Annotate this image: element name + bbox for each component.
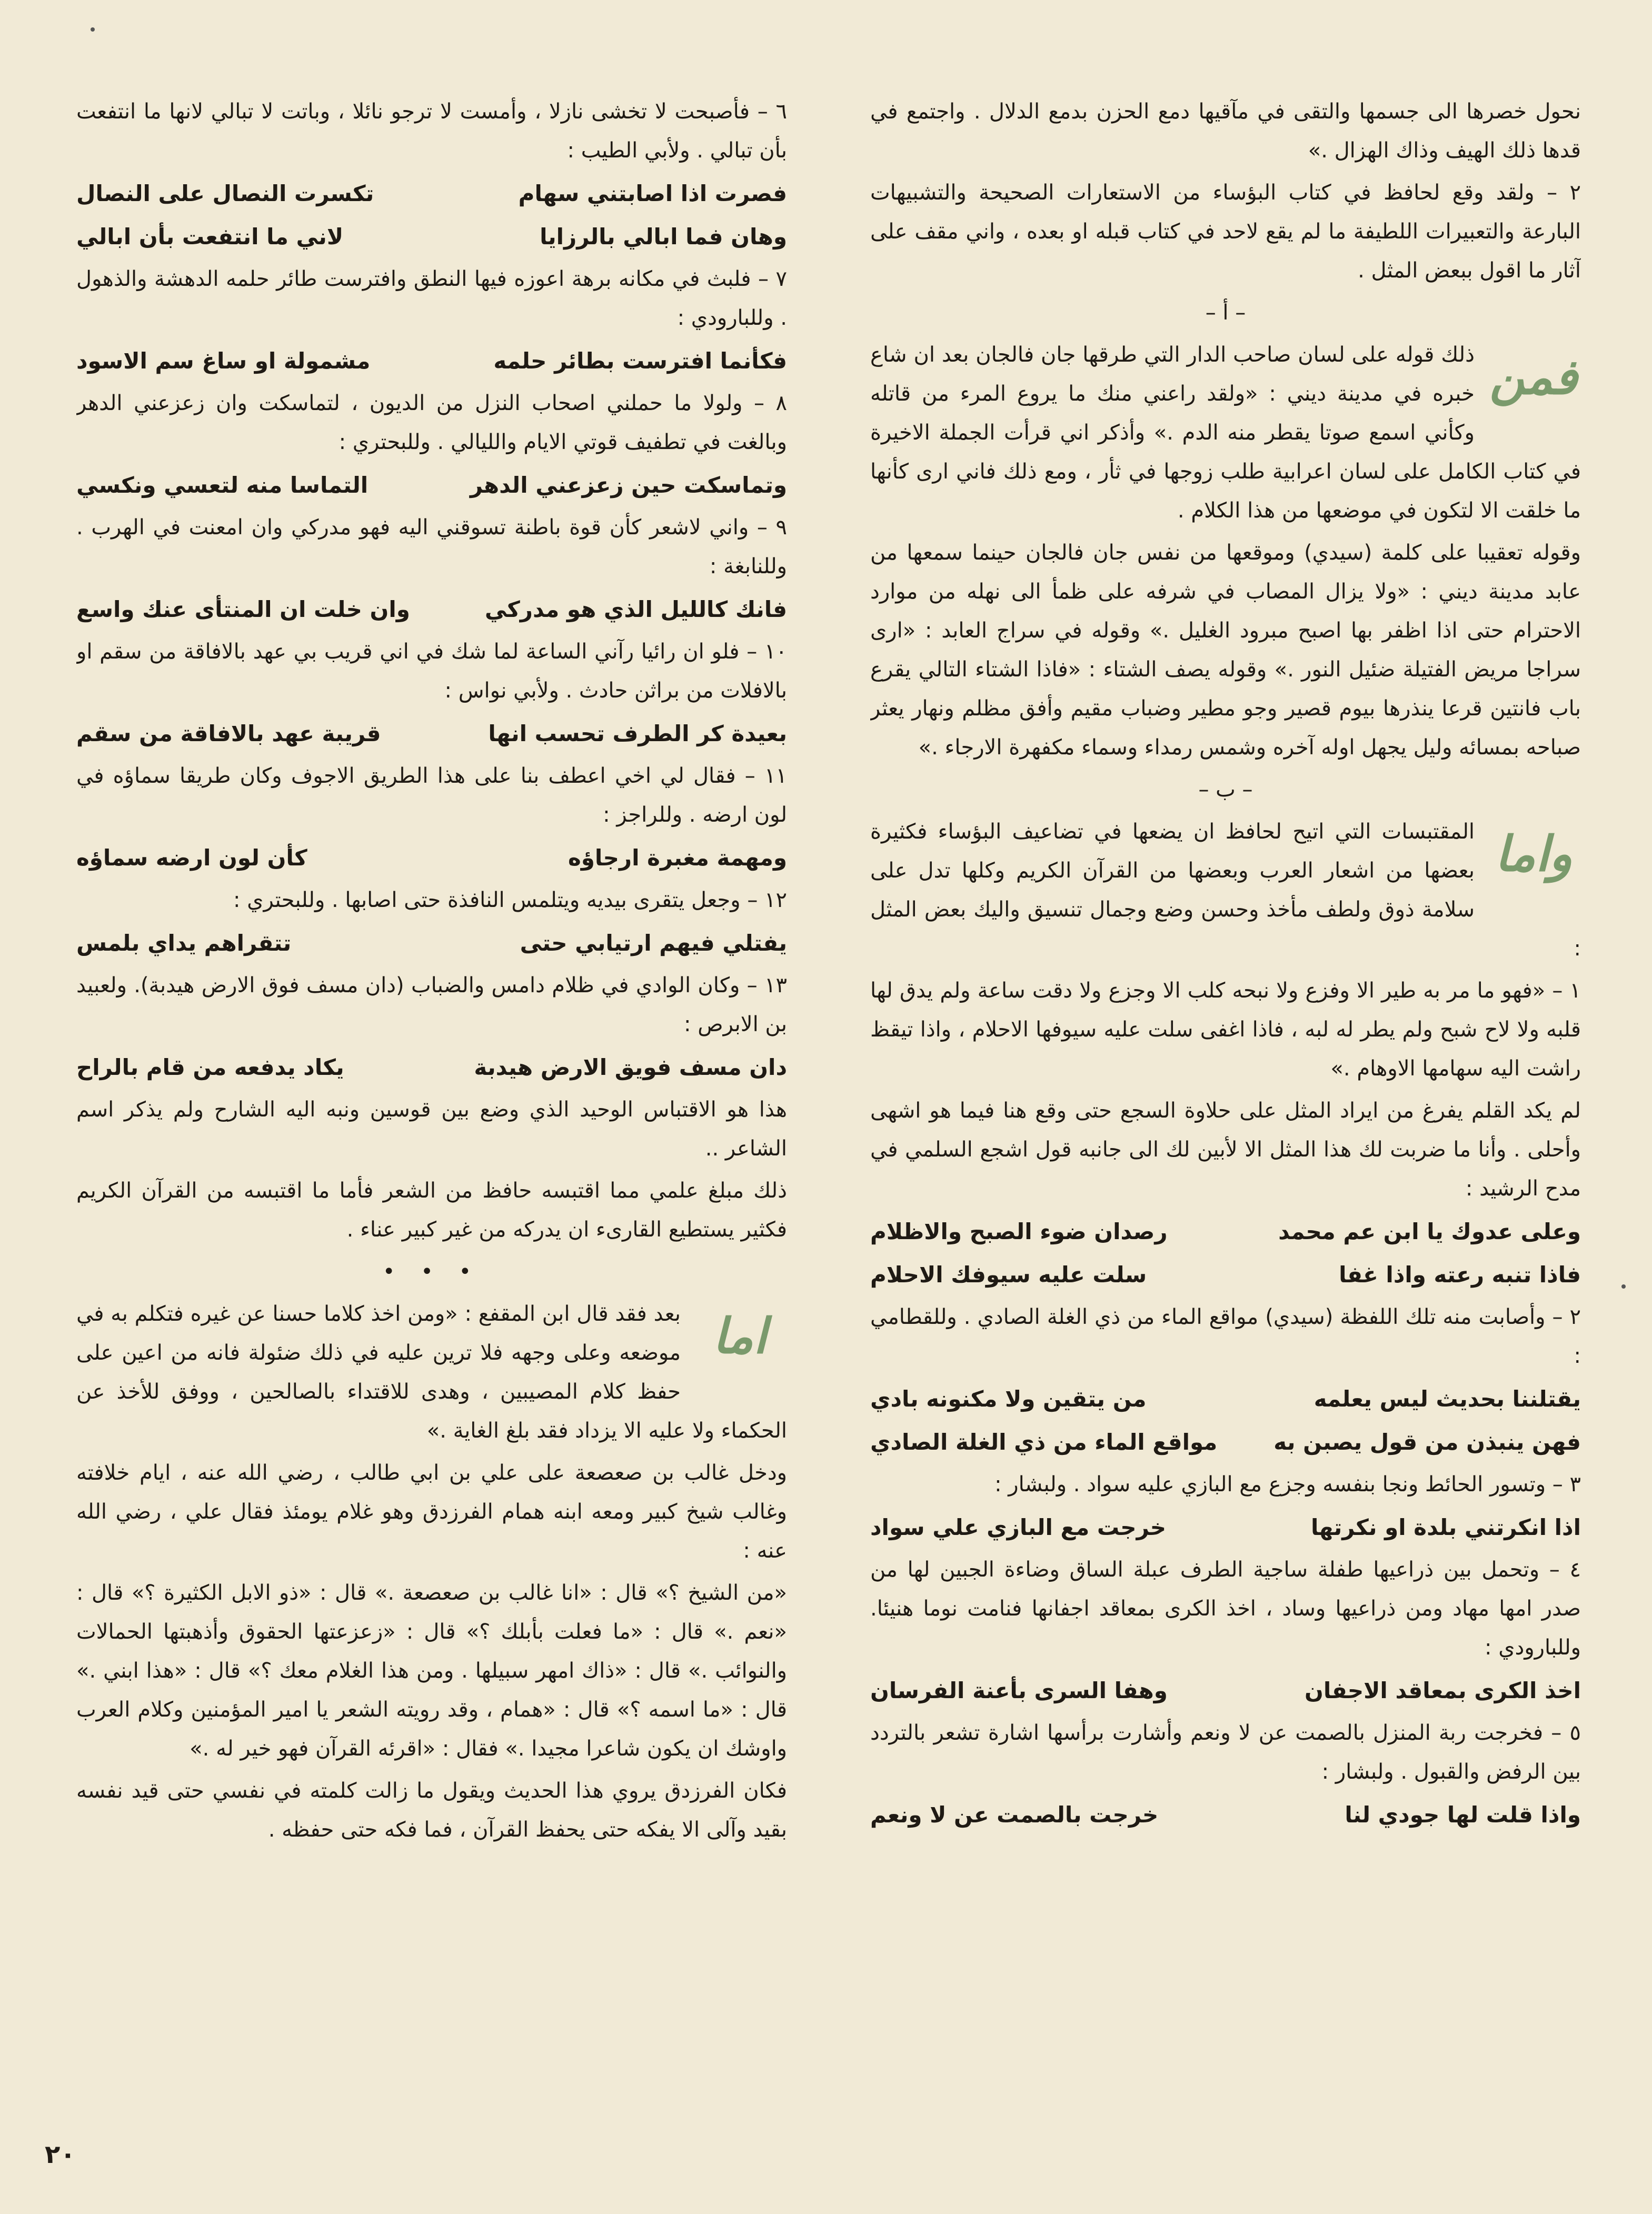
- paragraph-text: نحول خصرها الى جسمها والتقى في مآقيها دمع الحزن بدمع الدلال . واجتمع في قدها ذلك الهيف وذاك الهزال .»: [870, 99, 1581, 163]
- verse-first-hemistich: فصرت اذا اصابتني سهام: [518, 181, 787, 206]
- page-number: ٢٠: [45, 2140, 76, 2169]
- paragraph: [870, 533, 1581, 767]
- paragraph: [76, 632, 787, 710]
- poem-verse: [76, 341, 787, 382]
- paragraph-text: «من الشيخ ؟» قال : «انا غالب بن صعصعة .» قال : «ذو الابل الكثيرة ؟» قال : «نعم .» قال : «ما فعلت بأبلك ؟» قال : «زعزعتها الحقوق وأذهبتها الحمالات والنوائب .» قال : «ذاك امهر سبيلها . ومن هذا الغلام معك ؟» قال : «هذا ابني .» قال : «ما اسمه ؟» قال : «همام ، وقد رويته الشعر يا امير المؤمنين وكلام العرب واوشك ان يكون شاعرا مجيدا .» فقال : «اقرئه القرآن فهو خير له .»: [76, 1581, 787, 1761]
- paragraph: [76, 881, 787, 920]
- paragraph-text: ١ – «فهو ما مر به طير الا وفزع ولا نبحه كلب الا وجزع ولا دقت ساعة ولم يدق لها قلبه ولا لاح شبح ولم يطر له لبه ، فاذا اغفى سلت عليه سيوفها الاحلام ، واذا تيقظ راشت اليه سهامها الاوهام .»: [870, 979, 1581, 1081]
- paragraph: [76, 966, 787, 1044]
- verse-second-hemistich: تكسرت النصال على النصال: [76, 181, 374, 206]
- decorative-initial: واما: [1495, 825, 1573, 882]
- poem-verse: [76, 837, 787, 879]
- paragraph: [76, 92, 787, 170]
- section-divider: [870, 293, 1581, 332]
- paragraph: [76, 756, 787, 834]
- paragraph: [76, 1771, 787, 1849]
- verse-first-hemistich: وعلى عدوك يا ابن عم محمد: [1278, 1219, 1581, 1244]
- paragraph-text: ٦ – فأصبحت لا تخشى نازلا ، وأمست لا ترجو نائلا ، وباتت لا تبالي لانها ما انتفعت بأن تبالي . ولأبي الطيب :: [76, 99, 787, 163]
- left-column: [76, 92, 787, 2145]
- verse-second-hemistich: قريبة عهد بالافاقة من سقم: [76, 721, 381, 746]
- paragraph: [76, 1453, 787, 1570]
- verse-first-hemistich: دان مسف فويق الارض هيدبة: [474, 1054, 787, 1080]
- verse-first-hemistich: اخذ الكرى بمعاقد الاجفان: [1305, 1678, 1581, 1703]
- paragraph-text: ذلك مبلغ علمي مما اقتبسه حافظ من الشعر فأما ما اقتبسه من القرآن الكريم فكثير يستطيع القارىء ان يدركه من غير كبير عناء .: [76, 1179, 787, 1242]
- poem-verse: [76, 1047, 787, 1088]
- paragraph-text: ٢ – وأصابت منه تلك اللفظة (سيدي) مواقع الماء من ذي الغلة الصادي . وللقطامي :: [870, 1305, 1581, 1368]
- paragraph-text: ٤ – وتحمل بين ذراعيها طفلة ساجية الطرف عبلة الساق وضاءة الجبين لها من صدر امها مهاد ومن ذراعيها وساد ، اخذ الكرى بمعاقد اجفانها فنامت نوما هنيئا. وللبارودي :: [870, 1558, 1581, 1660]
- verse-second-hemistich: وان خلت ان المنتأى عنك واسع: [76, 596, 410, 622]
- paragraph: [870, 1713, 1581, 1791]
- paragraph: [870, 1298, 1581, 1375]
- poem-verse: [870, 1254, 1581, 1295]
- verse-first-hemistich: وهان فما ابالي بالرزايا: [540, 224, 787, 250]
- poem-verse: [76, 173, 787, 214]
- verse-first-hemistich: فانك كالليل الذي هو مدركي: [484, 596, 787, 622]
- verse-second-hemistich: مواقع الماء من ذي الغلة الصادي: [870, 1429, 1218, 1455]
- verse-second-hemistich: وهفا السرى بأعنة الفرسان: [870, 1678, 1168, 1703]
- poem-verse: [870, 1379, 1581, 1420]
- verse-first-hemistich: وتماسكت حين زعزعني الدهر: [470, 472, 787, 498]
- paragraph-text: فكان الفرزدق يروي هذا الحديث ويقول ما زالت كلمته في نفسي حتى قيد نفسه بقيد وآلى الا يفكه حتى يحفظ القرآن ، فما فكه حتى حفظه .: [76, 1779, 787, 1842]
- paragraph-text: ٢ – ولقد وقع لحافظ في كتاب البؤساء من الاستعارات الصحيحة والتشبيهات البارعة والتعبيرات اللطيفة ما لم يقع لاحد في كتاب قبله او بعده ، واني مقف على آثار ما اقول ببعض المثل .: [870, 181, 1581, 283]
- paragraph: [870, 1550, 1581, 1667]
- verse-first-hemistich: اذا انكرتني بلدة او نكرتها: [1310, 1514, 1581, 1540]
- verse-first-hemistich: بعيدة كر الطرف تحسب انها: [488, 721, 787, 746]
- verse-first-hemistich: فكأنما افترست بطائر حلمه: [493, 348, 787, 374]
- paragraph: [76, 1294, 787, 1450]
- paragraph-text: ٩ – واني لاشعر كأن قوة باطنة تسوقني اليه فهو مدركي وان امعنت في الهرب . وللنابغة :: [76, 515, 787, 579]
- paragraph-text: ١٢ – وجعل يتقرى بيديه ويتلمس النافذة حتى اصابها . وللبحتري :: [233, 888, 787, 912]
- verse-second-hemistich: مشمولة او ساغ سم الاسود: [76, 348, 371, 374]
- paragraph-text: ٨ – ولولا ما حملني اصحاب النزل من الديون ، لتماسكت وان زعزعني الدهر وبالغت في تطفيف قوتي الايام والليالي . وللبحتري :: [76, 391, 787, 454]
- print-mark: [1621, 1284, 1626, 1289]
- verse-second-hemistich: رصدان ضوء الصبح والاظلام: [870, 1219, 1168, 1244]
- paragraph: [76, 1573, 787, 1768]
- paragraph-text: ١٣ – وكان الوادي في ظلام دامس والضباب (دان مسف فوق الارض هيدبة). ولعبيد بن الابرص :: [76, 973, 787, 1036]
- poem-verse: [76, 923, 787, 964]
- right-column: [870, 92, 1581, 2145]
- verse-first-hemistich: فاذا تنبه رعته واذا غفا: [1339, 1262, 1581, 1288]
- poem-verse: [870, 1507, 1581, 1548]
- poem-verse: [76, 713, 787, 754]
- poem-verse: [870, 1794, 1581, 1836]
- paragraph: [870, 92, 1581, 170]
- section-divider: [76, 1252, 787, 1291]
- paragraph-text: وقوله تعقيبا على كلمة (سيدي) وموقعها من نفس جان فالجان حينما سمعها من عابد مدينة ديني : «ولا يزال المصاب في شرفه على ظمأ الى نهله من موارد الاحترام حتى اذا اظفر بها اصبح مبرود الغليل .» وقوله في سراج العابد : «ارى سراجا مريض الفتيلة ضئيل النور .» وقوله يصف الشتاء : «فاذا الشتاء التالي يقرع باب فانتين قرعا ينذرها بيوم قصير وجو مطير وضباب مقيم وأفق مظلم ونهار يعثر صباحه بمسائه وليل يجهل اوله آخره وشمس رمداء وسماء مكفهرة الارجاء .»: [870, 541, 1581, 760]
- verse-first-hemistich: يفتلي فيهم ارتيابي حتى: [520, 930, 787, 956]
- paragraph-text: لم يكد القلم يفرغ من ايراد المثل على حلاوة السجع حتى وقع هنا فيما هو اشهى وأحلى . وأنا ما ضربت لك هذا المثل الا لأبين لك الى جانبه قول اشجع السلمي في مدح الرشيد :: [870, 1099, 1581, 1201]
- paragraph: [76, 508, 787, 586]
- decorative-initial: فمن: [1489, 348, 1578, 405]
- verse-first-hemistich: يقتلننا بحديث ليس يعلمه: [1313, 1386, 1581, 1412]
- paragraph-text: ذلك قوله على لسان صاحب الدار التي طرقها جان فالجان بعد ان شاع خبره في مدينة ديني : «ولقد راعني منك ما يروع المرء من قاتله وكأني اسمع صوتا يقطر منه الدم .» وأذكر اني قرأت الجملة الاخيرة في كتاب الكامل على لسان اعرابية طلب زوجها في ثأر ، ومع ذلك فاني ارى كأنها ما خلقت الا لتكون في موضعها من هذا الكلام .: [870, 343, 1581, 523]
- paragraph: [870, 971, 1581, 1088]
- poem-verse: [870, 1422, 1581, 1463]
- paragraph: [76, 384, 787, 462]
- paragraph-text: ٧ – فلبث في مكانه برهة اعوزه فيها النطق وافترست طائر حلمه الدهشة والذهول . وللبارودي :: [76, 267, 787, 330]
- paragraph: [870, 1091, 1581, 1208]
- paragraph-text: ٣ – وتسور الحائط ونجا بنفسه وجزع مع البازي عليه سواد . ولبشار :: [994, 1472, 1581, 1497]
- paragraph: [870, 812, 1581, 968]
- paragraph-text: • • •: [382, 1260, 481, 1284]
- poem-verse: [870, 1211, 1581, 1252]
- verse-first-hemistich: فهن ينبذن من قول يصبن به: [1273, 1429, 1581, 1455]
- decorative-initial: اما: [712, 1308, 767, 1364]
- poem-verse: [76, 465, 787, 506]
- verse-second-hemistich: خرجت مع البازي علي سواد: [870, 1514, 1166, 1540]
- paragraph-text: ودخل غالب بن صعصعة على علي بن ابي طالب ، رضي الله عنه ، ايام خلافته وغالب شيخ كبير ومعه ابنه همام الفرزدق وهو غلام يومئذ فقال علي ، رضي الله عنه :: [76, 1461, 787, 1563]
- paragraph: [870, 335, 1581, 530]
- verse-second-hemistich: التماسا منه لتعسي ونكسي: [76, 472, 369, 498]
- verse-second-hemistich: خرجت بالصمت عن لا ونعم: [870, 1802, 1159, 1828]
- paragraph: [76, 1171, 787, 1249]
- paragraph-text: ١٠ – فلو ان رائيا رآني الساعة لما شك في اني قريب بي عهد بالافاقة من سقم او بالافلات من براثن حادث . ولأبي نواس :: [76, 640, 787, 703]
- paragraph-text: هذا هو الاقتباس الوحيد الذي وضع بين قوسين ونبه اليه الشارح ولم يذكر اسم الشاعر ..: [76, 1098, 787, 1161]
- verse-second-hemistich: يكاد يدفعه من قام بالراح: [76, 1054, 344, 1080]
- paragraph-text: – ب –: [1198, 777, 1253, 802]
- verse-second-hemistich: كأن لون ارضه سماؤه: [76, 845, 307, 871]
- paragraph: [870, 1465, 1581, 1504]
- poem-verse: [76, 216, 787, 257]
- verse-first-hemistich: ومهمة مغبرة ارجاؤه: [568, 845, 787, 871]
- poem-verse: [76, 589, 787, 630]
- paragraph-text: ٥ – فخرجت ربة المنزل بالصمت عن لا ونعم وأشارت برأسها اشارة تشعر بالتردد بين الرفض والقبول . ولبشار :: [870, 1721, 1581, 1784]
- verse-second-hemistich: سلت عليه سيوفك الاحلام: [870, 1262, 1147, 1288]
- poem-verse: [870, 1670, 1581, 1711]
- paragraph: [76, 260, 787, 337]
- verse-second-hemistich: لاني ما انتفعت بأن ابالي: [76, 224, 344, 250]
- paragraph: [76, 1090, 787, 1168]
- paragraph-text: المقتبسات التي اتيح لحافظ ان يضعها في تضاعيف البؤساء فكثيرة بعضها من اشعار العرب وبعضها من القرآن الكريم وكلها تدل على سلامة ذوق ولطف مأخذ وحسن وضع وجمال تنسيق واليك بعض المثل :: [870, 820, 1581, 961]
- paragraph-text: – أ –: [1205, 301, 1246, 325]
- section-divider: [870, 770, 1581, 809]
- verse-first-hemistich: واذا قلت لها جودي لنا: [1345, 1802, 1581, 1828]
- print-mark: [91, 27, 95, 32]
- paragraph: [870, 173, 1581, 290]
- verse-second-hemistich: من يتقين ولا مكنونه بادي: [870, 1386, 1147, 1412]
- verse-second-hemistich: تتقراهم يداي بلمس: [76, 930, 292, 956]
- paragraph-text: بعد فقد قال ابن المقفع : «ومن اخذ كلاما حسنا عن غيره فتكلم به في موضعه وعلى وجهه فلا ترين عليه في ذلك ضئولة فانه من اعين على حفظ كلام المصيبين ، وهدى للاقتداء بالصالحين ، ووفق للأخذ عن الحكماء ولا عليه الا يزداد فقد بلغ الغاية .»: [76, 1302, 787, 1443]
- paragraph-text: ١١ – فقال لي اخي اعطف بنا على هذا الطريق الاجوف وكان طريقا سماؤه في لون ارضه . وللراجز :: [76, 764, 787, 827]
